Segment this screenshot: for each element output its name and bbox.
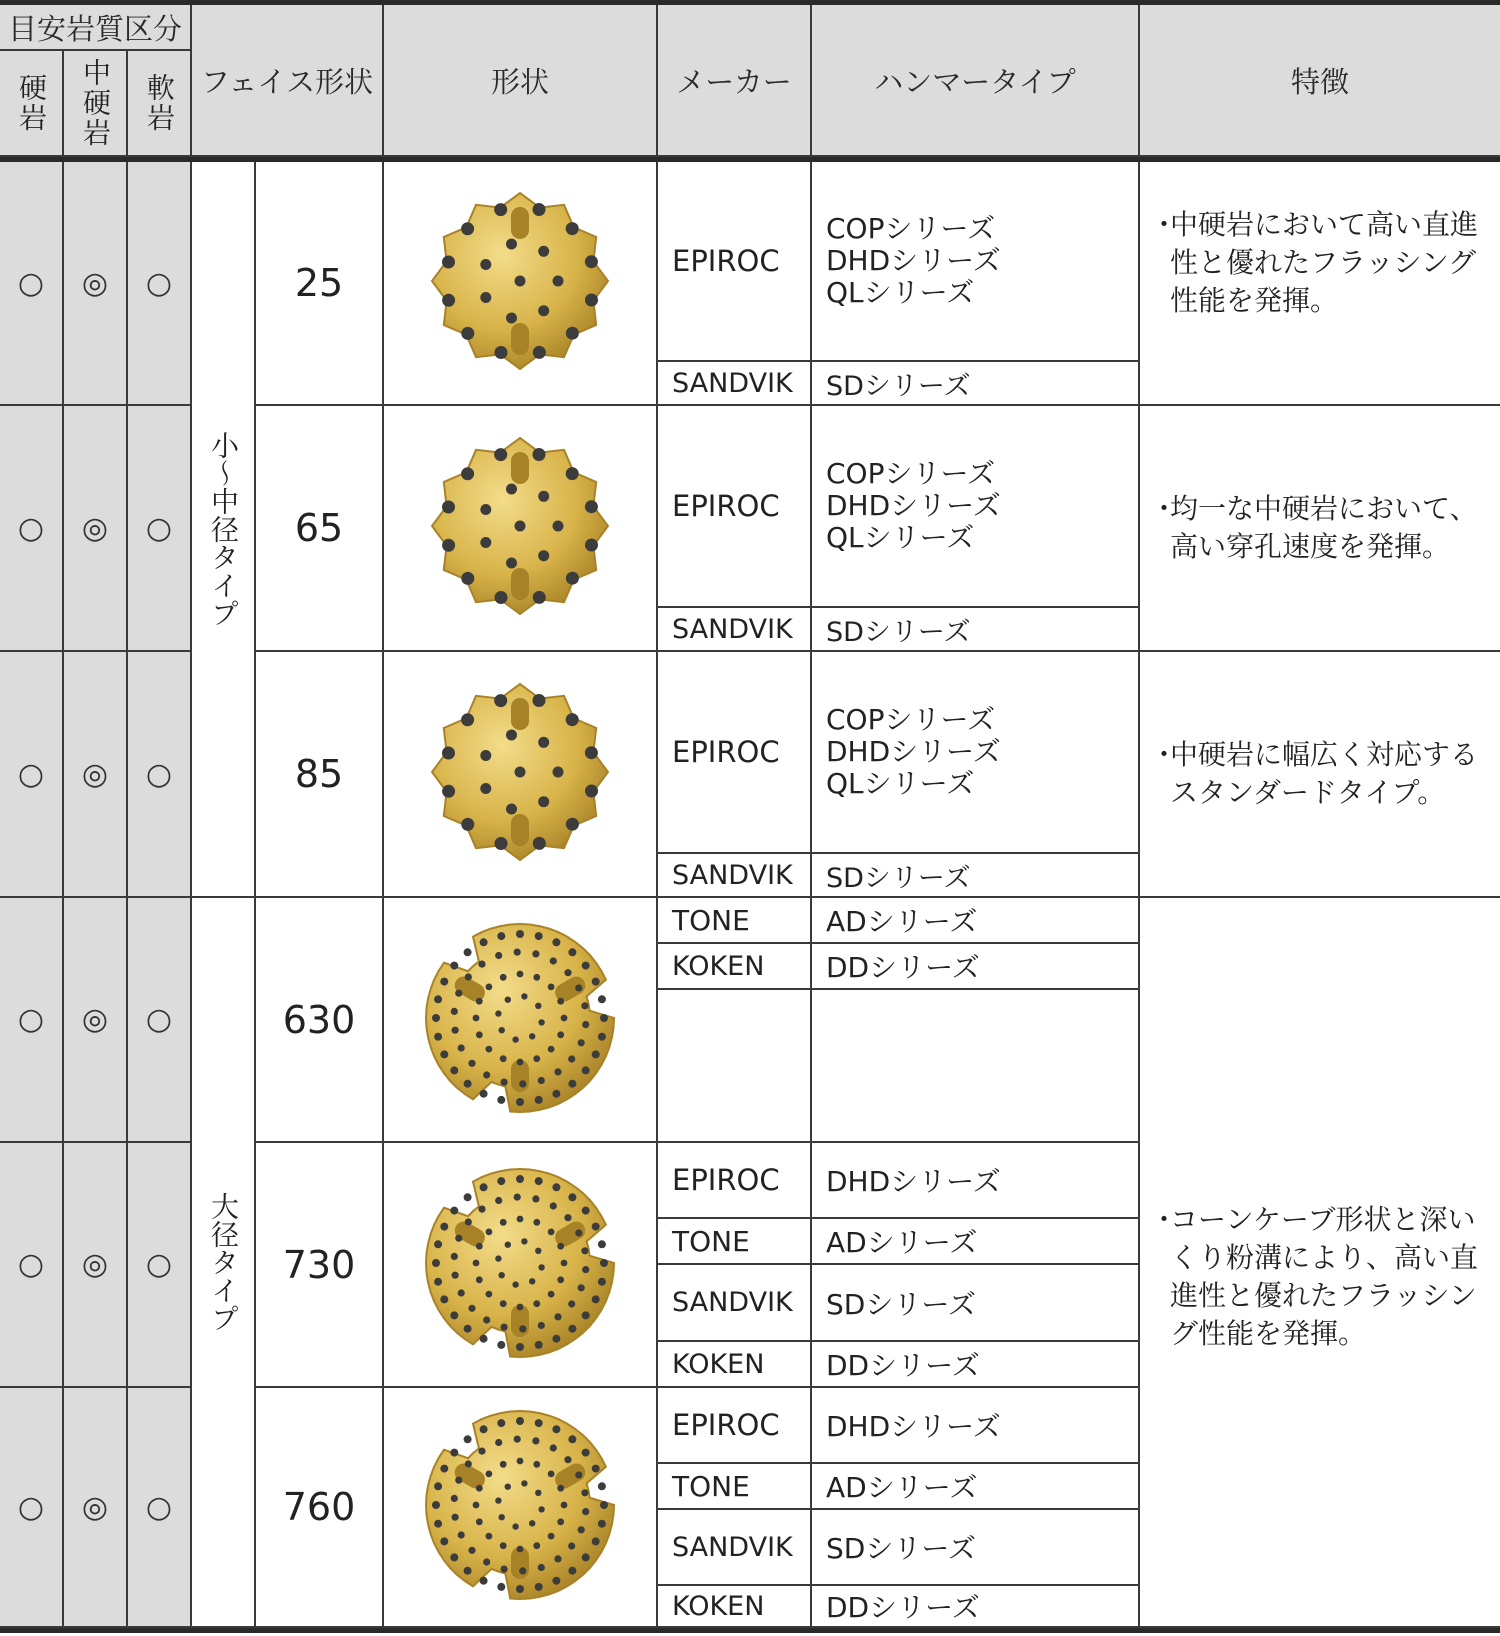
rock-mark-cell <box>64 652 128 898</box>
maker-cell <box>658 1265 812 1342</box>
rock-mark: ○ <box>17 510 45 546</box>
hammer-cell <box>812 362 1140 406</box>
rock-mark-cell <box>64 406 128 652</box>
hammer-name: DHDシリーズ <box>826 244 1001 277</box>
hammer-name: COPシリーズ <box>826 212 996 245</box>
hammer-name: DDシリーズ <box>826 1591 980 1624</box>
rock-mark: ○ <box>17 1489 45 1525</box>
hammer-cell <box>812 1388 1140 1464</box>
header-hammer <box>812 5 1140 157</box>
group-small-cell <box>192 162 256 898</box>
face-value: 85 <box>294 752 344 796</box>
hammer-cell <box>812 1143 1140 1219</box>
header-soft-label: 軟岩 <box>143 73 176 133</box>
hammer-name: DHDシリーズ <box>826 489 1001 522</box>
hammer-name: COPシリーズ <box>826 703 996 736</box>
maker-cell <box>658 944 812 990</box>
feature-text: 中硬岩において高い直進性と優れたフラッシング性能を発揮。 <box>1170 208 1479 317</box>
hammer-name: COPシリーズ <box>826 457 996 490</box>
face-630 <box>256 898 384 1143</box>
maker-cell <box>658 1510 812 1586</box>
hammer-name: SDシリーズ <box>826 370 971 402</box>
maker-name: TONE <box>672 903 750 937</box>
rock-mark: ◎ <box>81 510 109 546</box>
rock-mark-cell <box>0 406 64 652</box>
maker-name: SANDVIK <box>672 1531 793 1563</box>
rock-mark: ◎ <box>81 265 109 301</box>
maker-name: SANDVIK <box>672 1287 793 1318</box>
rock-mark: ○ <box>145 265 173 301</box>
maker-cell <box>658 406 812 608</box>
hammer-name: DHDシリーズ <box>826 1165 1001 1198</box>
header-medium-label: 中硬岩 <box>79 58 112 148</box>
hammer-cell <box>812 608 1140 652</box>
rock-mark: ○ <box>145 510 173 546</box>
header-rock-group <box>0 5 192 51</box>
hammer-cell <box>812 652 1140 854</box>
rock-mark-cell <box>128 1143 192 1388</box>
face-value: 760 <box>282 1485 356 1529</box>
rock-mark: ○ <box>17 1247 45 1282</box>
hammer-name: ADシリーズ <box>826 1226 978 1259</box>
hammer-name: DDシリーズ <box>826 951 980 984</box>
maker-name: TONE <box>672 1469 750 1503</box>
face-65 <box>256 406 384 652</box>
header-shape <box>384 5 658 157</box>
maker-name: SANDVIK <box>672 613 793 645</box>
rock-mark: ◎ <box>81 1002 109 1037</box>
face-730 <box>256 1143 384 1388</box>
maker-cell <box>658 362 812 406</box>
maker-name: EPIROC <box>672 1163 780 1197</box>
feature-text: コーンケーブ形状と深いくり粉溝により、高い直進性と優れたフラッシング性能を発揮。 <box>1170 1203 1479 1350</box>
rock-mark-cell <box>128 898 192 1143</box>
rock-mark: ◎ <box>81 1489 109 1525</box>
hammer-cell <box>812 944 1140 990</box>
face-value: 25 <box>294 261 344 305</box>
rock-mark: ○ <box>17 265 45 301</box>
maker-name: SANDVIK <box>672 367 793 399</box>
header-feature <box>1140 5 1500 157</box>
shape-cell-730 <box>384 1143 658 1388</box>
rock-mark-cell <box>0 652 64 898</box>
hammer-cell-empty <box>812 990 1140 1143</box>
maker-name: SANDVIK <box>672 859 793 891</box>
maker-cell <box>658 1219 812 1265</box>
header-hard <box>0 51 64 157</box>
hammer-name: SDシリーズ <box>826 862 971 894</box>
hammer-name: QLシリーズ <box>826 276 975 309</box>
maker-cell <box>658 854 812 898</box>
shape-cell-25 <box>384 162 658 406</box>
rock-mark: ○ <box>145 1002 173 1037</box>
hammer-name: DDシリーズ <box>826 1349 980 1382</box>
rock-mark-cell <box>64 1388 128 1628</box>
maker-cell <box>658 1586 812 1628</box>
drill-bit-icon <box>420 1163 620 1367</box>
rock-mark-cell <box>64 898 128 1143</box>
maker-name: EPIROC <box>672 489 780 523</box>
maker-cell <box>658 608 812 652</box>
header-hammer-label: ハンマータイプ <box>874 64 1076 99</box>
feature-bullet: ・ <box>1150 492 1179 525</box>
face-value: 65 <box>294 506 344 550</box>
face-25 <box>256 162 384 406</box>
drill-bit-icon <box>420 181 620 385</box>
group-small-label: 小〜中径タイプ <box>207 431 240 627</box>
face-760 <box>256 1388 384 1628</box>
face-85 <box>256 652 384 898</box>
maker-cell <box>658 1143 812 1219</box>
drill-bit-icon <box>420 1405 620 1609</box>
drill-bit-icon <box>420 918 620 1122</box>
maker-cell <box>658 1342 812 1388</box>
hammer-cell <box>812 1464 1140 1510</box>
hammer-name: ADシリーズ <box>826 1471 978 1504</box>
rock-mark-cell <box>128 406 192 652</box>
group-large-label: 大径タイプ <box>207 1192 240 1332</box>
rock-mark: ○ <box>145 756 173 792</box>
feature-text: 中硬岩に幅広く対応するスタンダードタイプ。 <box>1170 738 1479 809</box>
rock-mark-cell <box>128 1388 192 1628</box>
hammer-cell <box>812 898 1140 944</box>
feature-text: 均一な中硬岩において、高い穿孔速度を発揮。 <box>1170 492 1478 563</box>
face-value: 730 <box>282 1242 356 1287</box>
header-feature-label: 特徴 <box>1290 64 1349 99</box>
maker-cell-empty <box>658 990 812 1143</box>
header-rock-group-label: 目安岩質区分 <box>7 11 182 46</box>
feature-cell-large <box>1140 898 1500 1628</box>
hammer-name: DHDシリーズ <box>826 1410 1001 1443</box>
hammer-cell <box>812 1510 1140 1586</box>
header-face-label: フェイス形状 <box>200 64 374 99</box>
header-soft <box>128 51 192 157</box>
hammer-name: QLシリーズ <box>826 767 975 800</box>
maker-name: TONE <box>672 1224 750 1258</box>
rock-mark-cell <box>64 1143 128 1388</box>
maker-name: KOKEN <box>672 1348 765 1380</box>
hammer-name: ADシリーズ <box>826 905 978 938</box>
maker-cell <box>658 1388 812 1464</box>
rock-mark-cell <box>64 162 128 406</box>
header-maker <box>658 5 812 157</box>
rock-mark-cell <box>0 1388 64 1628</box>
header-medium <box>64 51 128 157</box>
rock-mark-cell <box>128 652 192 898</box>
hammer-cell <box>812 1265 1140 1342</box>
maker-cell <box>658 898 812 944</box>
header-shape-label: 形状 <box>490 64 549 99</box>
maker-cell <box>658 1464 812 1510</box>
hammer-cell <box>812 1219 1140 1265</box>
feature-cell <box>1140 406 1500 652</box>
rock-mark-cell <box>0 898 64 1143</box>
feature-bullet: ・ <box>1150 1203 1179 1236</box>
hammer-cell <box>812 1586 1140 1628</box>
shape-cell-630 <box>384 898 658 1143</box>
maker-name: KOKEN <box>672 1590 765 1622</box>
rock-mark: ◎ <box>81 1247 109 1282</box>
rock-mark: ○ <box>17 756 45 792</box>
feature-cell <box>1140 162 1500 406</box>
shape-cell-85 <box>384 652 658 898</box>
hammer-cell <box>812 854 1140 898</box>
rock-mark: ○ <box>17 1002 45 1037</box>
rock-mark-cell <box>0 1143 64 1388</box>
feature-bullet: ・ <box>1150 208 1179 241</box>
hammer-cell <box>812 162 1140 362</box>
hammer-cell <box>812 406 1140 608</box>
maker-name: EPIROC <box>672 1408 780 1442</box>
shape-cell-65 <box>384 406 658 652</box>
feature-bullet: ・ <box>1150 738 1179 771</box>
rock-mark-cell <box>128 162 192 406</box>
hammer-name: QLシリーズ <box>826 521 975 554</box>
rock-mark: ◎ <box>81 756 109 792</box>
hammer-name: SDシリーズ <box>826 616 971 648</box>
maker-cell <box>658 162 812 362</box>
maker-name: KOKEN <box>672 950 765 982</box>
maker-name: EPIROC <box>672 735 780 769</box>
shape-cell-760 <box>384 1388 658 1628</box>
maker-name: EPIROC <box>672 244 780 278</box>
table-bottom-rule <box>0 1628 1500 1633</box>
hammer-name: SDシリーズ <box>826 1532 976 1565</box>
header-hard-label: 硬岩 <box>15 73 48 133</box>
hammer-name: DHDシリーズ <box>826 735 1001 768</box>
rock-mark: ○ <box>145 1489 173 1525</box>
face-value: 630 <box>282 997 356 1042</box>
header-maker-label: メーカー <box>676 64 792 99</box>
group-large-cell <box>192 898 256 1628</box>
hammer-name: SDシリーズ <box>826 1287 976 1321</box>
feature-cell <box>1140 652 1500 898</box>
drill-bit-icon <box>420 426 620 630</box>
header-face <box>192 5 384 157</box>
rock-mark-cell <box>0 162 64 406</box>
hammer-cell <box>812 1342 1140 1388</box>
maker-cell <box>658 652 812 854</box>
drill-bit-icon <box>420 672 620 876</box>
rock-mark: ○ <box>145 1247 173 1282</box>
